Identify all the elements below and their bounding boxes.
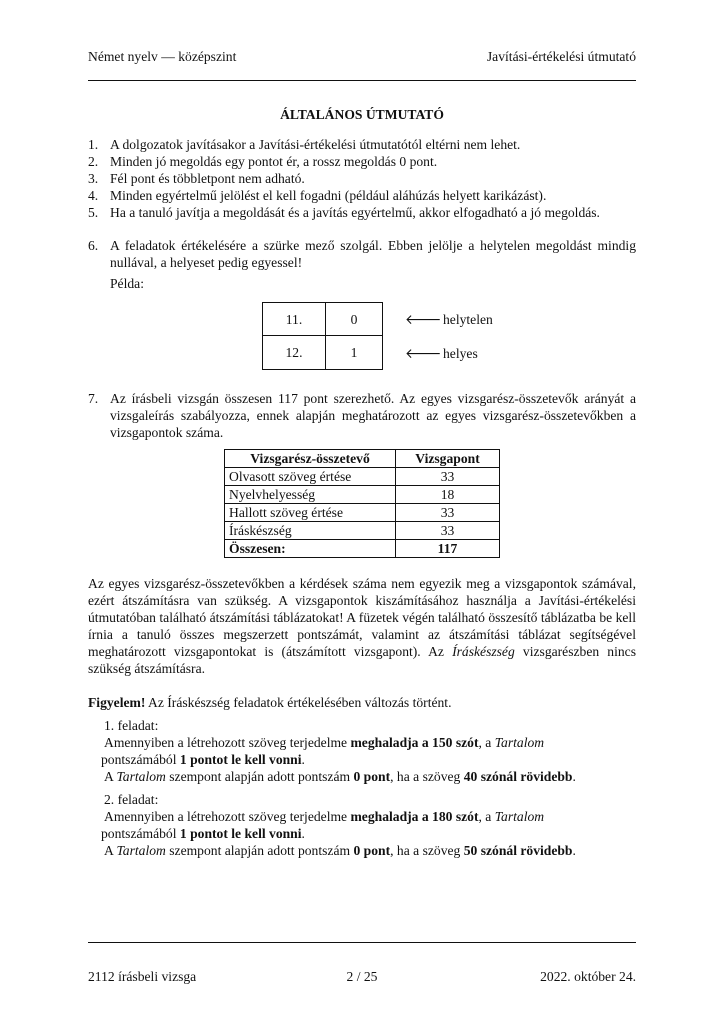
list-item: 6. A feladatok értékelésére a szürke mező szolgál. Ebben jelölje a helytelen megoldást mindig nullával, a helyeset pedig egyessel! [88, 238, 636, 270]
header-subject: Német nyelv — középszint [88, 49, 237, 64]
list-item: 7. Az írásbeli vizsgán összesen 117 pont szerezhető. Az egyes vizsgarész-összetevők arányát a vizsgaleírás szabályozza, ennek alapján meghatározott az egyes vizsgarész-összetevőkben a vizsgapontok száma. [88, 391, 636, 440]
task-block: 1. feladat: Amennyiben a létrehozott szöveg terjedelme meghaladja a 150 szót, a Tartalom pontszámából 1 pontot le kell vonni. A Tartalom szempont alapján adott pontszám 0 pont, ha a szöveg 40 szónál rövidebb. [104, 717, 636, 785]
main-content [88, 136, 636, 859]
footer-date: 2022. október 24. [540, 969, 637, 984]
example-note: helyes [443, 345, 478, 361]
page-title: ÁLTALÁNOS ÚTMUTATÓ [280, 107, 444, 122]
table-row: Olvasott szöveg értése 33 [225, 468, 500, 486]
arrow-left-icon: 🡐 [405, 345, 442, 361]
table-row: Hallott szöveg értése 33 [225, 504, 500, 522]
header-doc-type: Javítási-értékelési útmutató [486, 49, 636, 64]
example-grid [262, 302, 636, 370]
table-row: Nyelvhelyesség 18 [225, 486, 500, 504]
arrow-left-icon: 🡐 [405, 311, 442, 327]
example-row [262, 302, 636, 336]
score-table-wrapper [88, 449, 636, 558]
page-number: 2 / 25 [346, 969, 378, 984]
example-row [262, 336, 636, 370]
example-score: 0 [350, 311, 358, 327]
table-header: Vizsgarész-összetevő [225, 450, 396, 468]
table-header: Vizsgapont [396, 450, 500, 468]
footer-rule [88, 942, 636, 943]
task-title: 1. feladat: [104, 718, 159, 733]
list-item: 2. Minden jó megoldás egy pontot ér, a rossz megoldás 0 pont. [88, 154, 438, 169]
task-block: 2. feladat: Amennyiben a létrehozott szöveg terjedelme meghaladja a 180 szót, a Tartalom pontszámából 1 pontot le kell vonni. A Tartalom szempont alapján adott pontszám 0 pont, ha a szöveg 50 szónál rövidebb. [104, 791, 636, 859]
notice: Figyelem! Az Íráskészség feladatok értékelésében változás történt. [88, 695, 452, 710]
page-header [88, 48, 636, 65]
example-label: Példa: [110, 276, 144, 291]
example-score: 1 [350, 345, 358, 360]
table-row: Íráskészség 33 [225, 522, 500, 540]
table-header-row [225, 450, 500, 468]
table-total-row: Összesen: 117 [225, 540, 500, 558]
list-item: 5. Ha a tanuló javítja a megoldását és a javítás egyértelmű, akkor elfogadható a jó megoldás. [88, 205, 600, 220]
task-title: 2. feladat: [104, 792, 159, 807]
page-footer [88, 968, 636, 985]
list-item: 1. A dolgozatok javításakor a Javítási-értékelési útmutatótól eltérni nem lehet. [88, 137, 521, 152]
example-note: helytelen [443, 311, 493, 327]
rules-list [88, 136, 636, 221]
list-item: 4. Minden egyértelmű jelölést el kell fogadni (például aláhúzás helyett karikázást). [88, 188, 547, 203]
list-item: 3. Fél pont és többletpont nem adható. [88, 171, 305, 186]
example-item-number: 11. [263, 303, 326, 335]
score-table [224, 449, 500, 558]
footer-exam-code: 2112 írásbeli vizsga [88, 969, 197, 984]
example-item-number: 12. [263, 336, 326, 369]
conversion-paragraph: Az egyes vizsgarész-összetevőkben a kérdések száma nem egyezik meg a vizsgapontok számával, ezért átszámításra van szükség. A vizsgapontok kiszámításához használja a Javítási-értékelési útmutatóban található átszámítási táblázatokat! A füzetek végén található összesítő táblázatba be kell írnia a tanuló összes megszerzett pontszámát, valamint az átszámítási táblázat segítségével meghatározott vizsgapontokat is (átszámított vizsgapont). Az Íráskészség vizsgarészben nincs szükség átszámításra. [88, 576, 637, 676]
header-rule [88, 80, 636, 81]
